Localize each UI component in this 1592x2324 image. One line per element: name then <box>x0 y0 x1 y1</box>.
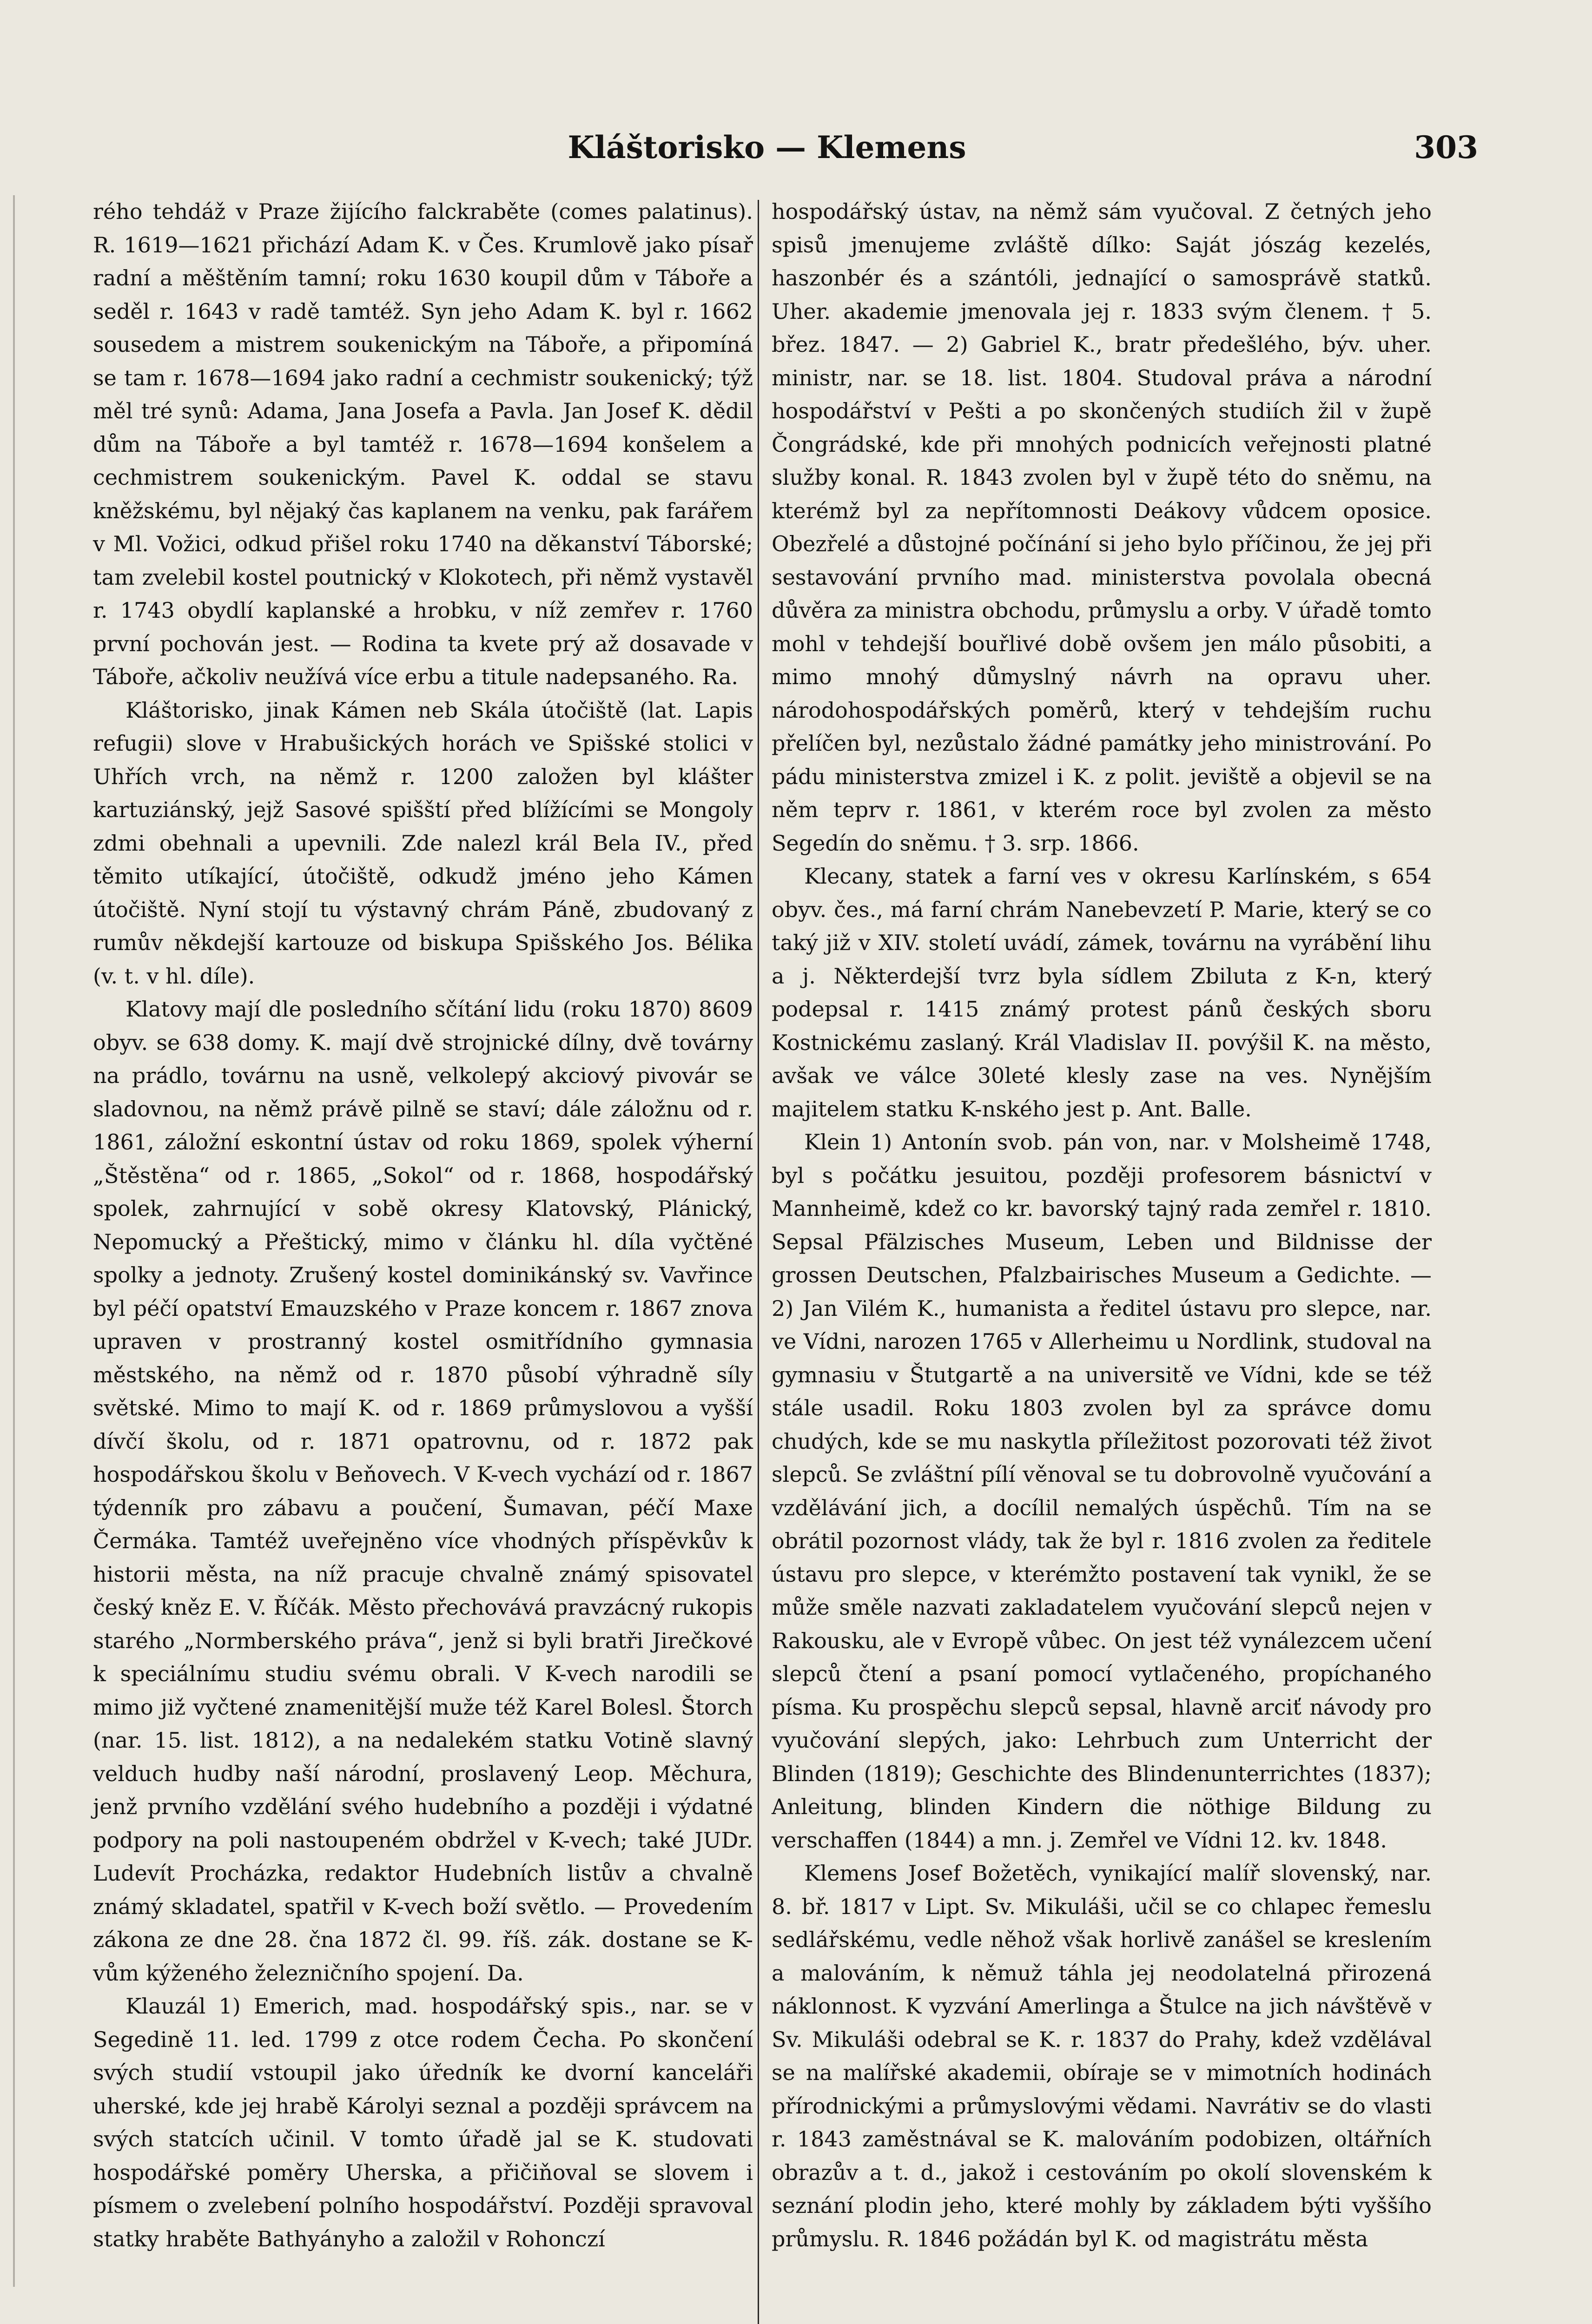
entry-klecany: Klecany, statek a farní ves v okresu Karlínském, s 654 obyv. čes., má farní chrám Nanebevzetí P. Marie, který se co taký již v XIV. století uvádí, zámek, továrnu na vyrábění lihu a j. Některdejší tvrz byla sídlem Zbiluta z K-n, který podepsal r. 1415 známý protest pánů českých sboru Kostnickému zaslaný. Král Vladislav II. povýšil K. na město, avšak ve válce 30leté klesly zase na ves. Nynějším majitelem statku K-nského jest p. Ant. Balle. <box>772 864 1432 1122</box>
entry-klauzal: Klauzál 1) Emerich, mad. hospodářský spis., nar. se v Segedině 11. led. 1799 z otce rodem Čecha. Po skončení svých studií vstoupil jako úředník ke dvorní kanceláři uherské, kde jej hrabě Károlyi seznal a později správcem na svých statcích učinil. V tomto úřadě jal se K. studovati hospodářské poměry Uherska, a přičiňoval se slovem i písmem o zvelebení polního hospodářství. Později spravoval statky hraběte Bathyányho a založil v Rohonczí <box>93 1994 753 2251</box>
page-number: 303 <box>1414 129 1478 165</box>
page-header <box>93 129 1478 180</box>
entry-klemens: Klemens Josef Božetěch, vynikající malíř slovenský, nar. 8. bř. 1817 v Lipt. Sv. Mikuláši, učil se co chlapec řemeslu sedlářskému, vedle něhož však horlivě zanášel se kreslením a malováním, k němuž táhla jej neodolatelná přirozená náklonnost. K vyzvání Amerlinga a Štulce na jich návštěvě v Sv. Mikuláši odebral se K. r. 1837 do Prahy, kdež vzdělával se na malířské akademii, obíraje se v mimotních hodinách přírodnickými a průmyslovými vědami. Navrátiv se do vlasti r. 1843 zaměstnával se K. malováním podobizen, oltářních obrazův a t. d., jakož i cestováním po okolí slovenském k seznání plodin jeho, které mohly by základem býti vyššího průmyslu. R. 1846 požádán byl K. od magistrátu města <box>772 1861 1432 2251</box>
left-column <box>93 195 753 2256</box>
entry-klatovy: Klatovy mají dle posledního sčítání lidu (roku 1870) 8609 obyv. se 638 domy. K. mají dvě strojnické dílny, dvě továrny na prádlo, továrnu na usně, velkolepý akciový pivovár se sladovnou, na němž právě pilně se staví; dále záložnu od r. 1861, záložní eskontní ústav od roku 1869, spolek výherní „Štěstěna“ od r. 1865, „Sokol“ od r. 1868, hospodářský spolek, zahrnující v sobě okresy Klatovský, Plánický, Nepomucký a Přeštický, mimo v článku hl. díla vyčtěné spolky a jednoty. Zrušený kostel dominikánský sv. Vavřince byl péčí opatství Emauzského v Praze koncem r. 1867 znova upraven v prostranný kostel osmitřídního gymnasia městského, na němž od r. 1870 působí výhradně síly světské. Mimo to mají K. od r. 1869 průmyslovou a vyšší dívčí školu, od r. 1871 opatrovnu, od r. 1872 pak hospodářskou školu v Beňovech. V K-vech vychází od r. 1867 týdenník pro zábavu a poučení, Šumavan, péčí Maxe Čermáka. Tamtéž uveřejněno více vhodných příspěvkův k historii města, na níž pracuje chvalně známý spisovatel český kněz E. V. Říčák. Město přechovává pravzácný rukopis starého „Normberského práva“, jenž si byli bratři Jirečkové k speciálnímu studiu svému obrali. V K-vech narodili se mimo již vyčtené znamenitější muže též Karel Bolesl. Štorch (nar. 15. list. 1812), a na nedalekém statku Votině slavný velduch hudby naší národní, proslavený Leop. Měchura, jenž prvního vzdělání svého hudebního a později i výdatné podpory na poli nastoupeném obdržel v K-vech; také JUDr. Ludevít Procházka, redaktor Hudebních listův a chvalně známý skladatel, spatřil v K-vech boží světlo. — Provedením zákona ze dne 28. čna 1872 čl. 99. říš. zák. dostane se K-vům kýženého železničního spojení. Da. <box>93 997 753 1986</box>
entry-paragraph: rého tehdáž v Praze žijícího falckraběte (comes palatinus). R. 1619—1621 přichází Adam K. v Čes. Krumlově jako písař radní a měštěním tamní; roku 1630 koupil dům v Táboře a seděl r. 1643 v radě tamtéž. Syn jeho Adam K. byl r. 1662 sousedem a mistrem soukenickým na Táboře, a připomíná se tam r. 1678—1694 jako radní a cechmistr soukenický; týž měl tré synů: Adama, Jana Josefa a Pavla. Jan Josef K. dědil dům na Táboře a byl tamtéž r. 1678—1694 konšelem a cechmistrem soukenickým. Pavel K. oddal se stavu kněžskému, byl nějaký čas kaplanem na venku, pak farářem v Ml. Vožici, odkud přišel roku 1740 na děkanství Táborské; tam zvelebil kostel poutnický v Klokotech, při němž vystavěl r. 1743 obydlí kaplanské a hrobku, v níž zemřev r. 1760 první pochován jest. — Rodina ta kvete prý až dosavade v Táboře, ačkoliv neužívá více erbu a titule nadepsaného. Ra. <box>93 199 753 689</box>
entry-paragraph: hospodářský ústav, na němž sám vyučoval. Z četných jeho spisů jmenujeme zvláště dílko: Saját jószág kezelés, haszonbér és a szántóli, jednající o samosprávě statků. Uher. akademie jmenovala jej r. 1833 svým členem. † 5. břez. 1847. — 2) Gabriel K., bratr předešlého, býv. uher. ministr, nar. se 18. list. 1804. Studoval práva a národní hospodářství v Pešti a po skončených studiích žil v župě Čongrádské, kde při mnohých podnicích veřejnosti platné služby konal. R. 1843 zvolen byl v župě této do sněmu, na kterémž byl za nepřítomnosti Deákovy vůdcem oposice. Obezřelé a důstojné počínání si jeho bylo příčinou, že jej při sestavování prvního mad. ministerstva povolala obecná důvěra za ministra obchodu, průmyslu a orby. V úřadě tomto mohl v tehdejší bouřlivé době ovšem jen málo působiti, a mimo mnohý důmyslný návrh na opravu uher. národohospodářských poměrů, který v tehdejším ruchu přelíčen byl, nezůstalo žádné památky jeho ministrování. Po pádu ministerstva zmizel i K. z polit. jeviště a objevil se na něm teprv r. 1861, v kterém roce byl zvolen za město Segedín do sněmu. † 3. srp. 1866. <box>772 199 1432 856</box>
right-column <box>772 195 1432 2256</box>
column-divider <box>758 200 759 2324</box>
running-head: Kláštorisko — Klemens <box>568 129 966 165</box>
entry-klastorisko: Kláštorisko, jinak Kámen neb Skála útočiště (lat. Lapis refugii) slove v Hrabušických horách ve Spišské stolici v Uhřích vrch, na němž r. 1200 založen byl klášter kartuziánský, jejž Sasové spišští před blížícími se Mongoly zdmi obehnali a upevnili. Zde nalezl král Bela IV., před těmito utíkající, útočiště, odkudž jméno jeho Kámen útočiště. Nyní stojí tu výstavný chrám Páně, zbudovaný z rumův někdejší kartouze od biskupa Spišského Jos. Bélika (v. t. v hl. díle). <box>93 697 753 989</box>
page-edge-shadow <box>0 195 15 2287</box>
entry-klein: Klein 1) Antonín svob. pán von, nar. v Molsheimě 1748, byl s počátku jesuitou, později profesorem básnictví v Mannheimě, kdež co kr. bavorský tajný rada zemřel r. 1810. Sepsal Pfälzisches Museum, Leben und Bildnisse der grossen Deutschen, Pfalzbairisches Museum a Gedichte. — 2) Jan Vilém K., humanista a ředitel ústavu pro slepce, nar. ve Vídni, narozen 1765 v Allerheimu u Nordlink, studoval na gymnasiu v Štutgartě a na universitě ve Vídni, kde se též stále usadil. Roku 1803 zvolen byl za správce domu chudých, kde se mu naskytla příležitost pozorovati též život slepců. Se zvláštní pílí věnoval se tu dobrovolně vyučování a vzdělávání jich, a docílil nemalých úspěchů. Tím na se obrátil pozornost vlády, tak že byl r. 1816 zvolen za ředitele ústavu pro slepce, v kterémžto postavení tak vynikl, že se může směle nazvati zakladatelem vyučování slepců nejen v Rakousku, ale v Evropě vůbec. On jest též vynálezcem učení slepců čtení a psaní pomocí vytlačeného, propíchaného písma. Ku prospěchu slepců sepsal, hlavně arciť návody pro vyučování slepých, jako: Lehrbuch zum Unterricht der Blinden (1819); Geschichte des Blindenunterrichtes (1837); Anleitung, blinden Kindern die nöthige Bildung zu verschaffen (1844) a mn. j. Zemřel ve Vídni 12. kv. 1848. <box>772 1129 1432 1853</box>
